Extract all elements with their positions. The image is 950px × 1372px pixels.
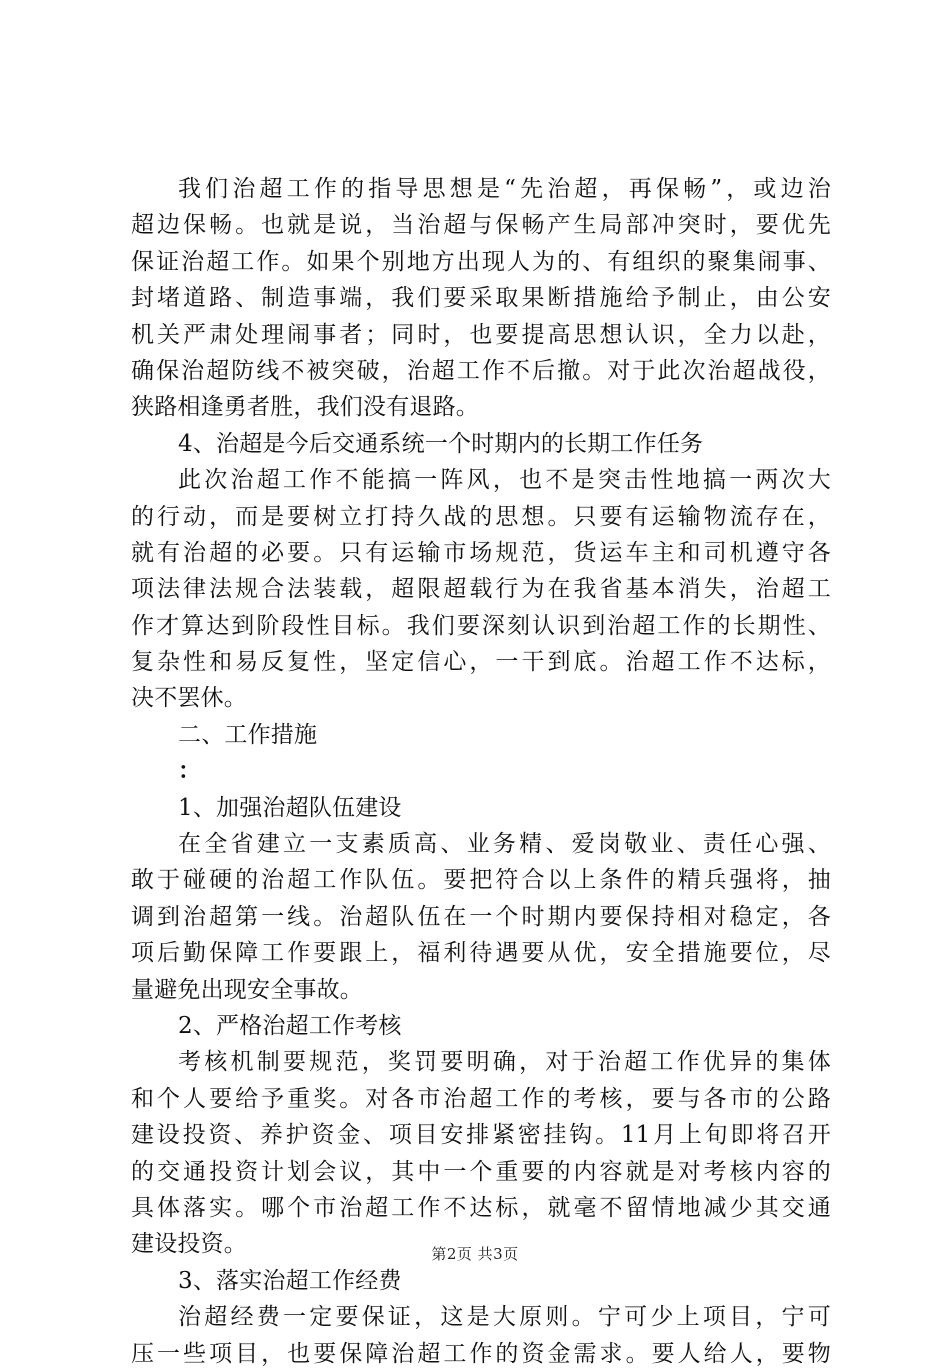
text-line: 决不罢休。 <box>131 685 247 712</box>
text-line: 复杂性和易反复性，坚定信心，一干到底。治超工作不达标， <box>131 649 831 676</box>
text-line: 建设投资、养护资金、项目安排紧密挂钩。11月上旬即将召开 <box>131 1122 831 1149</box>
section-heading: 4、治超是今后交通系统一个时期内的长期工作任务 <box>178 430 704 457</box>
text-line: 在全省建立一支素质高、业务精、爱岗敬业、责任心强、 <box>178 831 831 858</box>
text-line: 封堵道路、制造事端，我们要采取果断措施给予制止，由公安 <box>131 285 831 312</box>
text-line: 项法律法规合法装载，超限超载行为在我省基本消失，治超工 <box>131 576 831 603</box>
text-line: 量避免出现安全事故。 <box>131 976 363 1003</box>
text-line: 就有治超的必要。只有运输市场规范，货运车主和司机遵守各 <box>131 539 831 566</box>
text-line: 保证治超工作。如果个别地方出现人为的、有组织的聚集闹事、 <box>131 248 831 275</box>
text-line: 机关严肃处理闹事者；同时，也要提高思想认识，全力以赴， <box>131 321 831 348</box>
page-footer: 第2页 共3页 <box>431 1245 519 1263</box>
text-line: 超边保畅。也就是说，当治超与保畅产生局部冲突时，要优先 <box>131 212 831 239</box>
text-line: 项后勤保障工作要跟上，福利待遇要从优，安全措施要位，尽 <box>131 940 831 967</box>
text-line: 狭路相逢勇者胜，我们没有退路。 <box>131 394 479 421</box>
text-line: 治超经费一定要保证，这是大原则。宁可少上项目，宁可 <box>178 1304 831 1331</box>
text-line: 确保治超防线不被突破，治超工作不后撤。对于此次治超战役， <box>131 357 831 384</box>
text-line: 我们治超工作的指导思想是“先治超，再保畅”，或边治 <box>178 176 831 202</box>
text-line: 和个人要给予重奖。对各市治超工作的考核，要与各市的公路 <box>131 1085 831 1112</box>
text-line: 压一些项目，也要保障治超工作的资金需求。要人给人，要物 <box>131 1340 831 1367</box>
text-line: 此次治超工作不能搞一阵风，也不是突击性地搞一两次大 <box>178 467 831 494</box>
text-line: 考核机制要规范，奖罚要明确，对于治超工作优异的集体 <box>178 1049 831 1076</box>
text-line: 的交通投资计划会议，其中一个重要的内容就是对考核内容的 <box>131 1158 831 1185</box>
section-heading: 二、工作措施 <box>178 721 318 748</box>
section-heading: 3、落实治超工作经费 <box>178 1267 402 1294</box>
text-line: ： <box>178 757 202 785</box>
text-line: 建设投资。 <box>131 1231 247 1258</box>
text-line: 作才算达到阶段性目标。我们要深刻认识到治超工作的长期性、 <box>131 612 831 639</box>
text-line: 调到治超第一线。治超队伍在一个时期内要保持相对稳定，各 <box>131 903 831 930</box>
text-line: 敢于碰硬的治超工作队伍。要把符合以上条件的精兵强将，抽 <box>131 867 831 894</box>
section-heading: 2、严格治超工作考核 <box>178 1012 402 1039</box>
document-body <box>131 171 831 1372</box>
text-line: 具体落实。哪个市治超工作不达标，就毫不留情地减少其交通 <box>131 1194 831 1221</box>
text-line: 的行动，而是要树立打持久战的思想。只要有运输物流存在， <box>131 503 831 530</box>
section-heading: 1、加强治超队伍建设 <box>178 794 402 821</box>
